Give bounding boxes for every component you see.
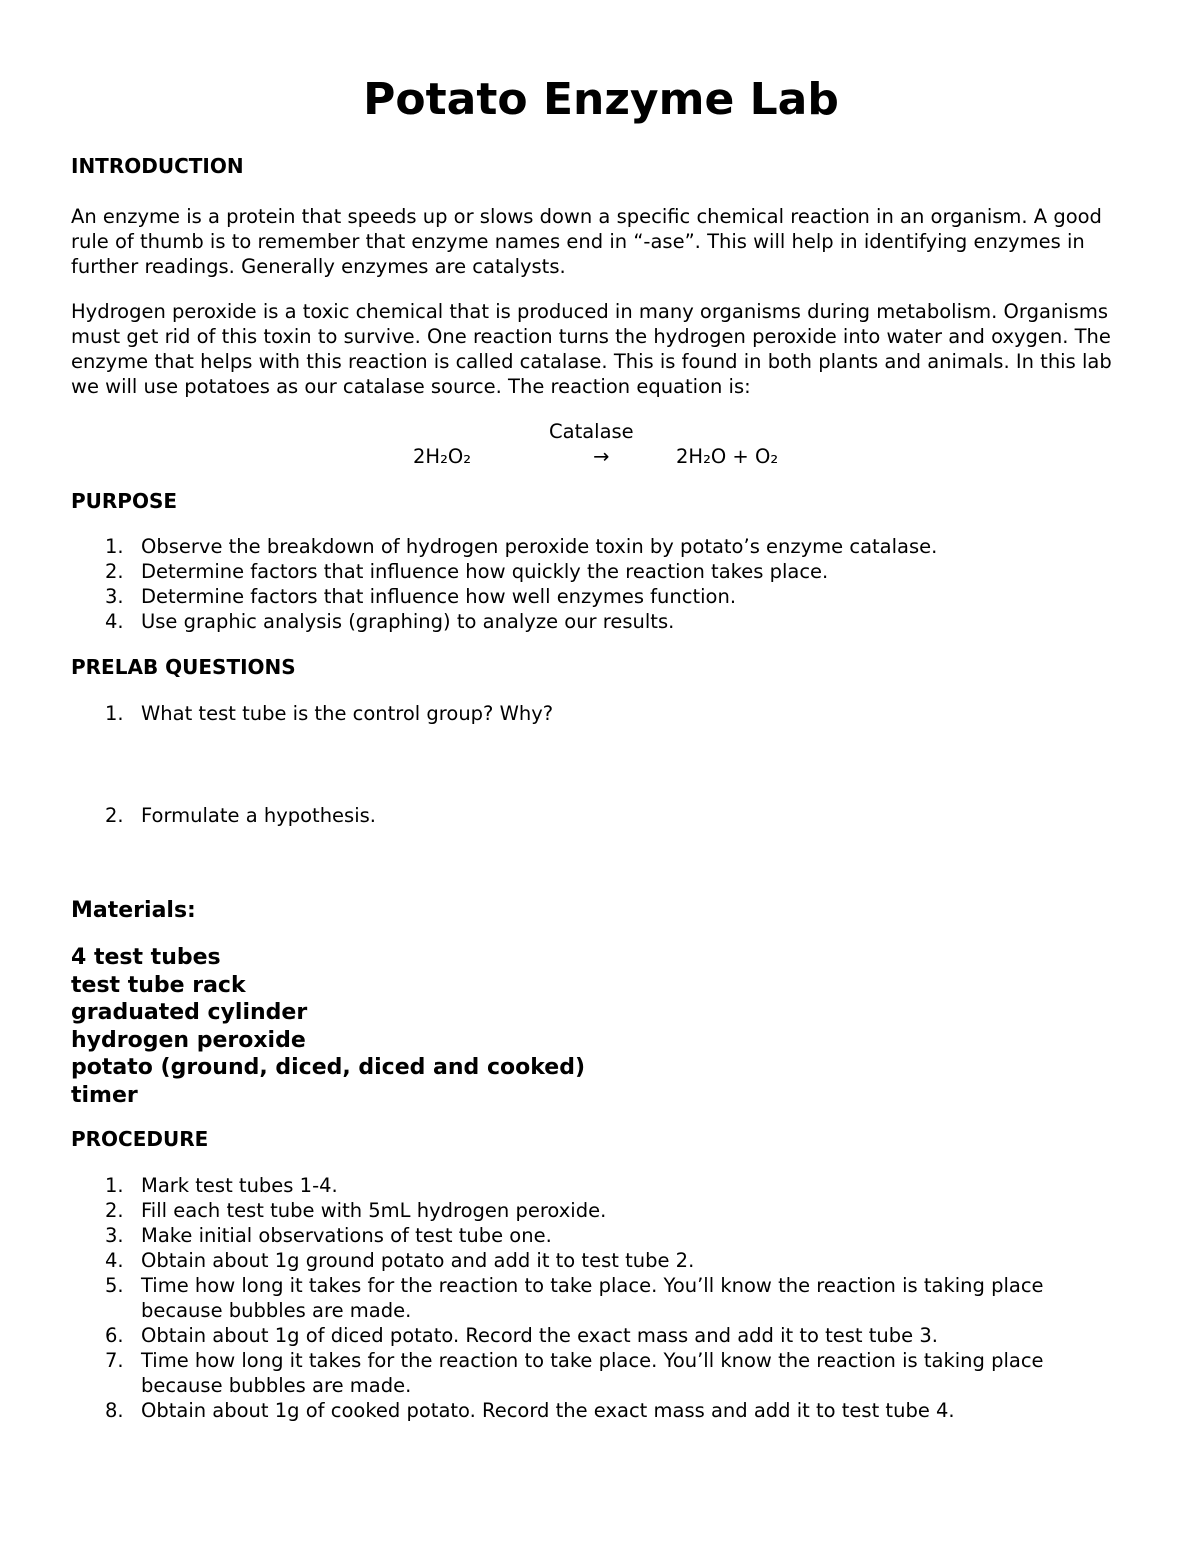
material-item-2: test tube rack xyxy=(71,972,246,998)
procedure-step-5: Time how long it takes for the reaction to take place. You’ll know the reaction is taking place because bubbles are made. xyxy=(141,1274,1044,1322)
procedure-step-1: Mark test tubes 1-4. xyxy=(141,1174,338,1197)
materials-list xyxy=(71,944,1131,1109)
list-item: 2. Fill each test tube with 5mL hydrogen peroxide. xyxy=(105,1199,607,1222)
material-item-6: timer xyxy=(71,1082,138,1108)
list-item: 8. Obtain about 1g of cooked potato. Record the exact mass and add it to test tube 4. xyxy=(105,1399,955,1422)
equation-products: 2H₂O + O₂ xyxy=(676,445,779,468)
procedure-list xyxy=(71,1173,1131,1423)
materials-heading: Materials: xyxy=(71,898,196,923)
prelab-question-1: What test tube is the control group? Why? xyxy=(141,702,554,725)
list-item: 5. Time how long it takes for the reaction to take place. You’ll know the reaction is taking place because bubbles are made. xyxy=(105,1274,1044,1322)
materials-section xyxy=(71,897,1131,1109)
reaction-equation xyxy=(71,419,1131,471)
prelab-list xyxy=(71,701,1131,828)
introduction-paragraph-1: An enzyme is a protein that speeds up or slows down a specific chemical reaction in an organism. A good rule of thumb is to remember that enzyme names end in “-ase”. This will help in identifying enzymes in further readings. Generally enzymes are catalysts. xyxy=(71,205,1102,278)
purpose-item-2: Determine factors that influence how quickly the reaction takes place. xyxy=(141,560,829,583)
procedure-section xyxy=(71,1127,1131,1423)
material-item-4: hydrogen peroxide xyxy=(71,1027,306,1053)
procedure-step-4: Obtain about 1g ground potato and add it to test tube 2. xyxy=(141,1249,695,1272)
material-item-3: graduated cylinder xyxy=(71,1000,308,1025)
purpose-list xyxy=(71,534,1131,634)
list-item: 1. Observe the breakdown of hydrogen peroxide toxin by potato’s enzyme catalase. xyxy=(105,535,938,558)
document-title: Potato Enzyme Lab xyxy=(363,74,839,125)
prelab-section xyxy=(71,655,1131,828)
list-item: 3. Determine factors that influence how well enzymes function. xyxy=(105,585,737,608)
procedure-step-2: Fill each test tube with 5mL hydrogen peroxide. xyxy=(141,1199,607,1222)
introduction-heading: INTRODUCTION xyxy=(71,154,244,178)
prelab-question-2: Formulate a hypothesis. xyxy=(141,804,376,827)
list-item: 2. Formulate a hypothesis. xyxy=(105,804,376,827)
procedure-heading: PROCEDURE xyxy=(71,1127,209,1151)
procedure-step-8: Obtain about 1g of cooked potato. Record the exact mass and add it to test tube 4. xyxy=(141,1399,955,1422)
list-item: 1. Mark test tubes 1-4. xyxy=(105,1174,338,1197)
purpose-item-1: Observe the breakdown of hydrogen peroxide toxin by potato’s enzyme catalase. xyxy=(141,535,938,558)
purpose-section xyxy=(71,489,1131,634)
purpose-heading: PURPOSE xyxy=(71,489,178,513)
list-item: 3. Make initial observations of test tube one. xyxy=(105,1224,552,1247)
procedure-step-3: Make initial observations of test tube one. xyxy=(141,1224,552,1247)
list-item: 7. Time how long it takes for the reaction to take place. You’ll know the reaction is taking place because bubbles are made. xyxy=(105,1349,1044,1397)
introduction-paragraph-2: Hydrogen peroxide is a toxic chemical that is produced in many organisms during metabolism. Organisms must get rid of this toxin to survive. One reaction turns the hydrogen peroxide into water and oxygen. The enzyme that helps with this reaction is called catalase. This is found in both plants and animals. In this lab we will use potatoes as our catalase source. The reaction equation is: xyxy=(71,300,1112,398)
list-item: 2. Determine factors that influence how quickly the reaction takes place. xyxy=(105,560,829,583)
material-item-5: potato (ground, diced, diced and cooked) xyxy=(71,1055,585,1080)
document-page xyxy=(71,70,1131,1423)
material-item-1: 4 test tubes xyxy=(71,945,221,970)
purpose-item-3: Determine factors that influence how well enzymes function. xyxy=(141,585,737,608)
list-item: 4. Obtain about 1g ground potato and add it to test tube 2. xyxy=(105,1249,695,1272)
list-item: 6. Obtain about 1g of diced potato. Record the exact mass and add it to test tube 3. xyxy=(105,1324,938,1347)
procedure-step-7: Time how long it takes for the reaction to take place. You’ll know the reaction is taking place because bubbles are made. xyxy=(141,1349,1044,1397)
list-item: 4. Use graphic analysis (graphing) to analyze our results. xyxy=(105,610,675,633)
introduction-section xyxy=(71,154,1131,471)
prelab-heading: PRELAB QUESTIONS xyxy=(71,655,296,679)
list-item: 1. What test tube is the control group? Why? xyxy=(105,702,554,725)
arrow-right-icon: → xyxy=(593,445,610,468)
procedure-step-6: Obtain about 1g of diced potato. Record the exact mass and add it to test tube 3. xyxy=(141,1324,938,1347)
purpose-item-4: Use graphic analysis (graphing) to analyze our results. xyxy=(141,610,675,633)
equation-catalyst-label: Catalase xyxy=(549,420,634,443)
equation-reactant: 2H₂O₂ xyxy=(413,445,472,468)
